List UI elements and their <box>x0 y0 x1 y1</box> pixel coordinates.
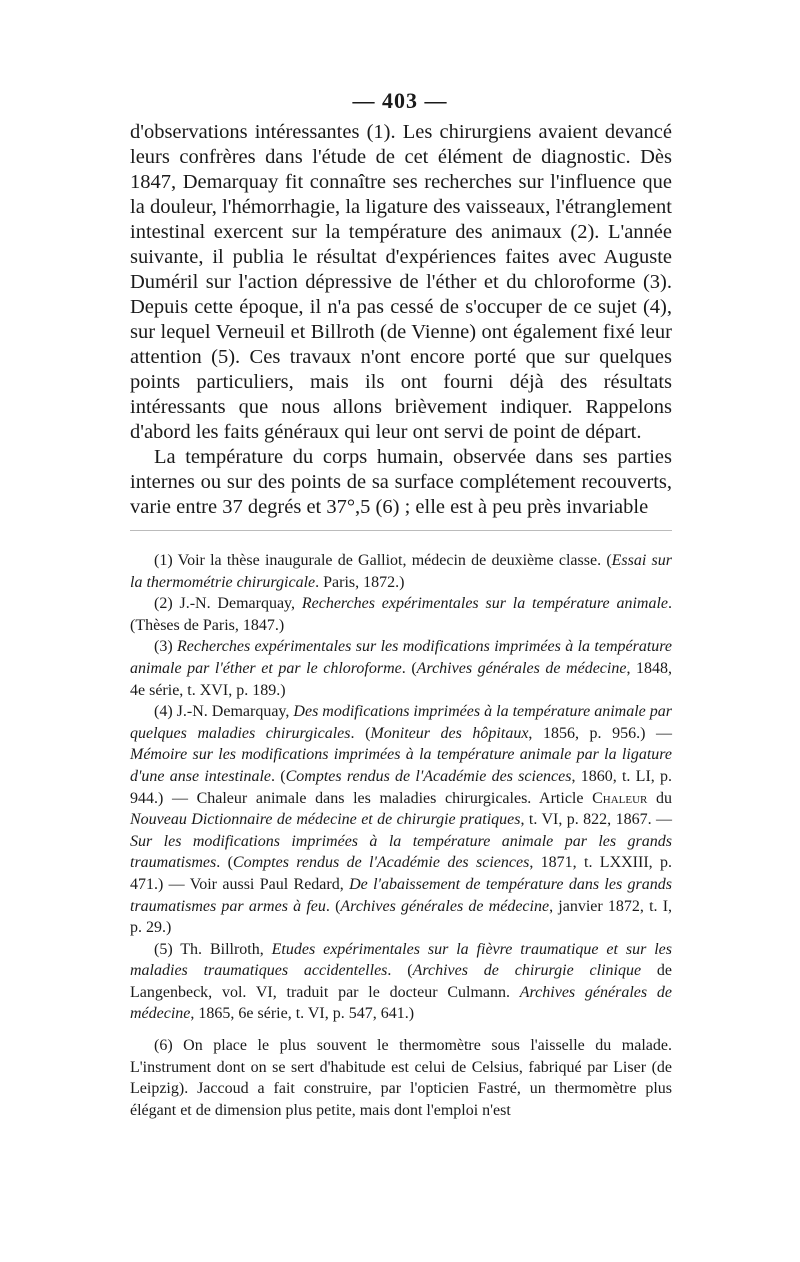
footnote-4-sep-5: du <box>647 789 672 807</box>
footnote-1-text: (1) Voir la thèse inaugurale de Galliot, médecin de deuxième classe. ( <box>154 552 612 569</box>
footnote-4-sep-3: . ( <box>271 767 286 785</box>
footnote-2-text: (2) J.-N. Demarquay, <box>154 595 302 613</box>
footnote-4 <box>130 701 672 939</box>
footnote-4-journal-4: Comptes rendus de l'Académie des sciences <box>232 854 530 872</box>
footnote-3-title: Recherches expérimentales sur les modifications imprimées à la température animale par l'éther et par le chloroforme <box>130 638 673 677</box>
footnote-4-sep-9: . ( <box>325 897 341 915</box>
footnote-4-journal-3: Nouveau Dictionnaire de médecine et de chirurgie pratiques <box>130 811 521 829</box>
footnote-4-smallcaps: Chaleur <box>592 789 648 807</box>
footnote-6: (6) On place le plus souvent le thermomètre sous l'aisselle du malade. L'instrument dont on se sert d'habitude est celui de Celsius, fabriqué par Liser (de Leipzig). Jaccoud a fait construire, par l'opticien Fastré, un thermomètre plus élégant et de dimension plus petite, mais dont l'emploi n'est <box>130 1037 672 1119</box>
footnote-2-title: Recherches expérimentales sur la température animale <box>301 595 669 613</box>
footnote-3-journal: Archives générales de médecine <box>416 659 627 677</box>
footnote-5-tail: , 1865, 6e série, t. VI, p. 547, 641.) <box>190 1005 415 1023</box>
footnote-4-sep-4: , 1860, t. LI, p. 944.) — Chaleur animale dans les maladies chirurgicales. Article <box>130 767 673 807</box>
footnote-4-title-3: Sur les modifications imprimées à la température animale par les grands traumatismes <box>130 832 672 872</box>
footnote-2 <box>130 593 672 636</box>
footnote-5-sep-2: de Langenbeck, vol. VI, traduit par le docteur Culmann. <box>130 962 672 1001</box>
paragraph-2: La température du corps humain, observée dans ses parties internes ou sur des points de sa surface complétement recouverts, varie entre 37 degrés et 37°,5 (6) ; elle est à peu près invariable <box>130 446 672 518</box>
footnote-3-tail: , 1848, 4e série, t. XVI, p. 189.) <box>130 659 673 699</box>
footnote-5-journal-2: Archives générales de médecine <box>130 983 672 1023</box>
footnote-4-sep-1: . ( <box>350 724 371 742</box>
footnote-4-sep-2: , 1856, p. 956.) — <box>528 724 673 742</box>
main-text <box>130 120 672 520</box>
footnote-divider <box>130 530 672 531</box>
footnote-4-journal-1: Moniteur des hôpitaux <box>370 724 529 742</box>
footnote-4-title-2: Mémoire sur les modifications imprimées à la température animale par la ligature d'une anse intestinale <box>130 746 672 785</box>
footnote-5-title: Etudes expérimentales sur la fièvre traumatique et sur les maladies traumatiques accidentelles <box>130 940 672 980</box>
page-number: — 403 — <box>352 88 448 113</box>
footnote-5 <box>130 939 672 1025</box>
paragraph-1: d'observations intéressantes (1). Les chirurgiens avaient devancé leurs confrères dans l'étude de cet élément de diagnostic. Dès 1847, Demarquay fit connaître ses recherches sur l'influence que la douleur, l'hémorrhagie, la ligature des vaisseaux, l'étranglement intestinal exercent sur la température des animaux (2). L'année suivante, il publia le résultat d'expériences faites avec Auguste Duméril sur l'action dépressive de l'éther et du chloroforme (3). Depuis cette époque, il n'a pas cessé de s'occuper de ce sujet (4), sur lequel Verneuil et Billroth (de Vienne) ont également fixé leur attention (5). Ces travaux n'ont encore porté que sur quelques points particuliers, mais ils ont fourni déjà des résultats intéressants que nous allons brièvement indiquer. Rappelons d'abord les faits généraux qui leur ont servi de point de départ. <box>130 121 672 443</box>
footnote-3-sep: . ( <box>401 659 417 677</box>
footnote-4-sep-7: . ( <box>216 854 233 872</box>
footnote-4-title-1: Des modifications imprimées à la température animale par quelques maladies chirurgicales <box>130 703 672 742</box>
footnote-5-sep-1: . ( <box>387 962 413 980</box>
footnote-3-text: (3) <box>154 638 178 656</box>
footnote-5-journal-1: Archives de chirurgie clinique <box>412 962 642 980</box>
footnote-3 <box>130 636 672 701</box>
footnotes <box>130 550 672 1121</box>
footnote-2-tail: . (Thèses de Paris, 1847.) <box>130 595 673 634</box>
footnote-4-text: (4) J.-N. Demarquay, <box>154 703 294 721</box>
footnote-4-journal-2: Comptes rendus de l'Académie des sciences <box>285 767 572 785</box>
footnote-1-tail: . Paris, 1872.) <box>315 573 405 591</box>
footnote-1-title: Essai sur la thermométrie chirurgicale <box>130 552 673 591</box>
footnote-4-title-4: De l'abaissement de température dans les grands traumatismes par armes à feu <box>130 875 672 915</box>
footnote-4-tail: , janvier 1872, t. I, p. 29.) <box>130 897 673 937</box>
footnote-4-journal-5: Archives générales de médecine <box>340 897 550 915</box>
footnote-4-sep-8: , 1871, t. LXXIII, p. 471.) — Voir aussi Paul Redard, <box>130 854 673 893</box>
footnote-1 <box>130 550 672 593</box>
footnote-4-sep-6: , t. VI, p. 822, 1867. — <box>520 811 672 829</box>
footnote-5-text: (5) Th. Billroth, <box>154 940 272 958</box>
